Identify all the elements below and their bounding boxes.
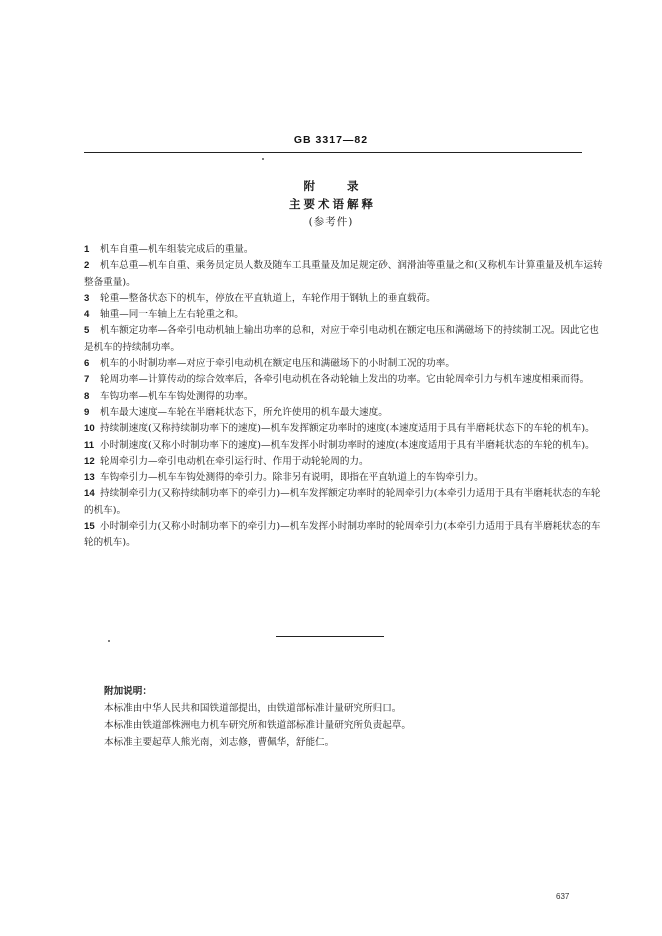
scan-speck (108, 640, 110, 642)
term-number: 9 (84, 406, 90, 418)
term-item (84, 438, 604, 454)
term-item (84, 486, 604, 519)
footer-rule (276, 636, 384, 637)
term-item (84, 323, 604, 356)
term-text: 机车自重—机车组装完成后的重量。 (100, 244, 254, 255)
term-text: 小时制速度(又称小时制功率下的速度)—机车发挥小时制功率时的速度(本速度适用于具有半磨耗状态的车轮的机车)。 (100, 439, 595, 451)
term-text: 机车额定功率—各牵引电动机轴上输出功率的总和，对应于牵引电动机在额定电压和满磁场下的持续制工况。因此它也是机车的持续制功率。 (84, 325, 599, 353)
term-number: 6 (84, 358, 90, 370)
appendix-title: 附 录 (303, 179, 373, 193)
term-item (84, 242, 604, 258)
term-text: 车钩功率—机车车钩处测得的功率。 (100, 390, 254, 402)
term-text: 轮周牵引力—牵引电动机在牵引运行时、作用于动轮轮周的力。 (100, 455, 369, 467)
notes-heading: 附加说明： (104, 686, 152, 697)
term-item (84, 372, 604, 388)
additional-notes (104, 683, 574, 751)
term-number: 3 (84, 292, 90, 304)
section-title: 主要术语解释 (289, 197, 376, 211)
term-item (84, 307, 604, 323)
term-text: 持续制速度(又称持续制功率下的速度)—机车发挥额定功率时的速度(本速度适用于具有半磨耗状态下的车轮的机车)。 (100, 423, 595, 435)
term-item (84, 454, 604, 470)
term-number: 15 (84, 521, 95, 533)
notes-line: 本标准主要起草人熊光南，刘志修，曹佩华，舒能仁。 (104, 737, 335, 748)
term-item (84, 258, 604, 291)
term-item (84, 291, 604, 307)
term-text: 车钩牵引力—机车车钩处测得的牵引力。除非另有说明，即指在平直轨道上的车钩牵引力。 (100, 472, 484, 484)
term-item (84, 470, 604, 486)
term-text: 轮重—整备状态下的机车，停放在平直轨道上，车轮作用于钢轨上的垂直载荷。 (100, 292, 436, 304)
terms-list (84, 242, 604, 552)
term-text: 机车总重—机车自重、乘务员定员人数及随车工具重量及加足规定砂、润滑油等重量之和(又称机车计算重量及机车运转整备重量)。 (84, 260, 603, 288)
header-rule (84, 152, 582, 153)
notes-line: 本标准由中华人民共和国铁道部提出，由铁道部标准计量研究所归口。 (104, 703, 402, 714)
term-text: 机车最大速度—车轮在半磨耗状态下，所允许使用的机车最大速度。 (100, 406, 388, 418)
term-text: 小时制牵引力(又称小时制功率下的牵引力)—机车发挥小时制功率时的轮周牵引力(本牵引力适用于具有半磨耗状态的车轮的机车)。 (84, 521, 601, 549)
term-number: 8 (84, 390, 90, 402)
term-text: 机车的小时制功率—对应于牵引电动机在额定电压和满磁场下的小时制工况的功率。 (100, 358, 455, 370)
term-number: 2 (84, 260, 90, 272)
term-text: 持续制牵引力(又称持续制功率下的牵引力)—机车发挥额定功率时的轮周牵引力(本牵引力适用于具有半磨耗状态的车轮的机车)。 (84, 488, 601, 516)
scan-speck (262, 158, 264, 160)
term-number: 5 (84, 325, 90, 337)
standard-code: GB 3317—82 (293, 134, 369, 146)
term-number: 13 (84, 472, 95, 484)
term-number: 1 (84, 244, 90, 255)
term-number: 7 (84, 374, 90, 386)
term-number: 11 (84, 439, 95, 451)
term-text: 轴重—同一车轴上左右轮重之和。 (100, 309, 244, 321)
term-item (84, 421, 604, 437)
term-item (84, 519, 604, 552)
term-number: 4 (84, 309, 90, 321)
term-number: 10 (84, 423, 95, 435)
notes-line: 本标准由铁道部株洲电力机车研究所和铁道部标准计量研究所负责起草。 (104, 720, 411, 731)
term-number: 12 (84, 455, 95, 467)
term-item (84, 356, 604, 372)
term-item (84, 389, 604, 405)
term-text: 轮周功率—计算传动的综合效率后，各牵引电动机在各动轮轴上发出的功率。它由轮周牵引力与机车速度相乘而得。 (100, 374, 590, 386)
page-number: 637 (556, 892, 570, 901)
term-item (84, 405, 604, 421)
section-subtitle: (参考件) (308, 216, 354, 228)
term-number: 14 (84, 488, 95, 500)
